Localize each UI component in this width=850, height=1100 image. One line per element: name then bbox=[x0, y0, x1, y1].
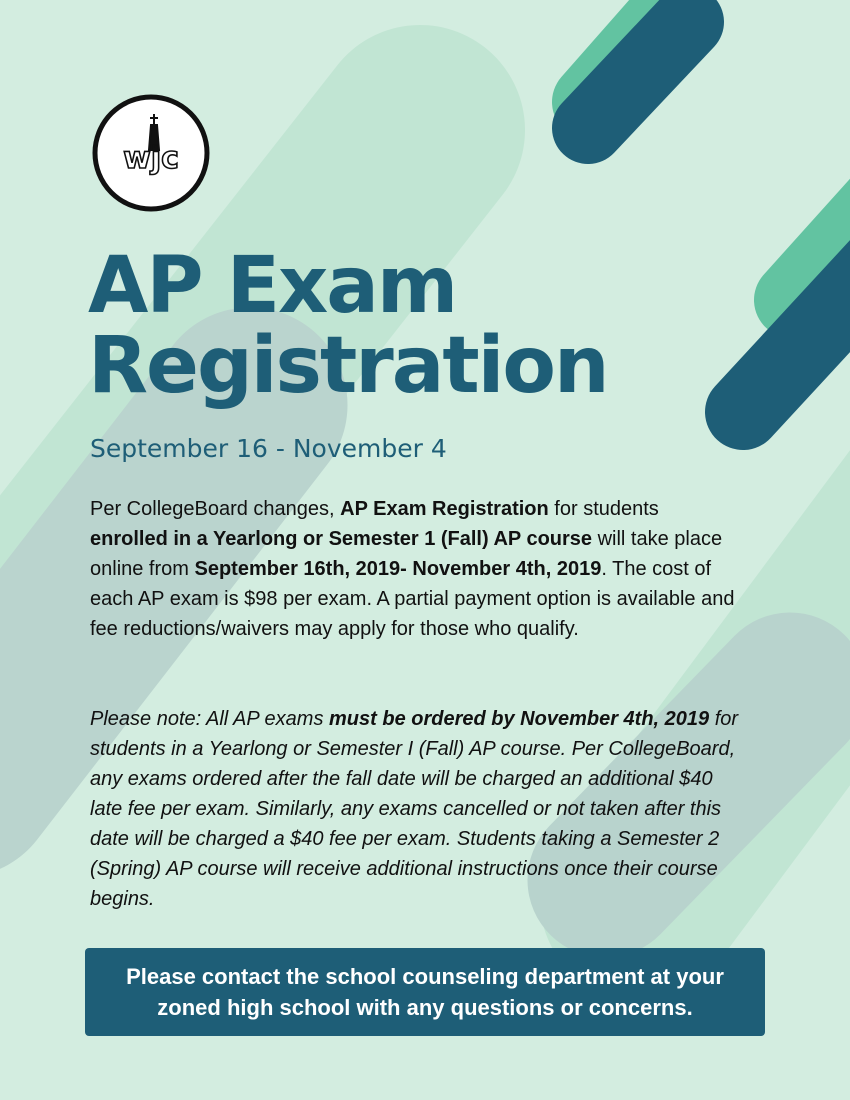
contact-banner bbox=[85, 948, 765, 1036]
p1-bold-2: enrolled in a Yearlong or Semester 1 (Fall) AP course bbox=[90, 528, 593, 550]
p1-bold-1: AP Exam Registration bbox=[340, 498, 549, 520]
contact-banner-text: Please contact the school counseling department at your zoned high school with any questions or concerns. bbox=[126, 964, 724, 1020]
logo-text: wjc bbox=[123, 141, 179, 176]
registration-paragraph bbox=[90, 494, 740, 644]
p2-text-1: Please note: All AP exams bbox=[90, 708, 330, 730]
p1-text-3: will take place online from bbox=[90, 528, 723, 580]
note-paragraph bbox=[90, 704, 740, 914]
p1-text-2: for students bbox=[548, 498, 659, 520]
title-line-1: AP Exam bbox=[88, 241, 457, 331]
school-logo bbox=[90, 92, 212, 214]
page-title bbox=[88, 241, 608, 411]
p1-text-4: . The cost of each AP exam is $98 per exam. A partial payment option is available and fee reductions/waivers may apply for those who qualify. bbox=[90, 558, 735, 640]
p1-text-1: Per CollegeBoard changes, bbox=[90, 498, 341, 520]
title-line-2: Registration bbox=[88, 321, 608, 411]
p1-bold-3: September 16th, 2019- November 4th, 2019 bbox=[194, 558, 602, 580]
registration-dates: September 16 - November 4 bbox=[90, 434, 447, 463]
p2-bold-1: must be ordered by November 4th, 2019 bbox=[329, 708, 710, 730]
p2-text-2: for students in a Yearlong or Semester I (Fall) AP course. Per CollegeBoard, any exams ordered after the fall date will be charged an additional $40 late fee per exam. Similarly, any exams cancelled or not taken after this date will be charged a $40 fee per exam. Students taking a Semester 2 (Spring) AP course will receive additional instructions once their course begins. bbox=[90, 708, 739, 910]
